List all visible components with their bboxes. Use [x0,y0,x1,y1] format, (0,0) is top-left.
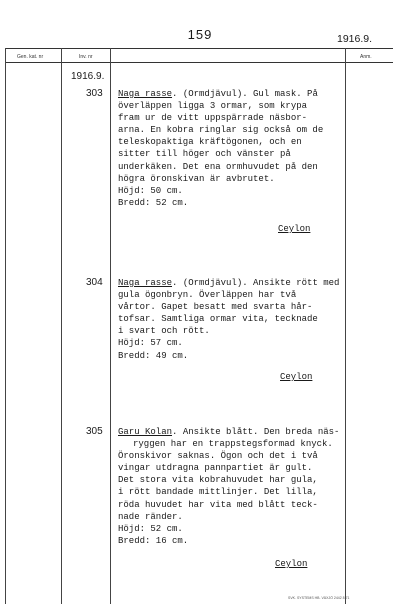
header-year: 1916.9. [337,33,373,45]
place-of-origin: Ceylon [275,559,308,569]
entry-line: högra öronskivan är avbrutet. [118,173,275,184]
entry-line: sitter till höger och vänster på [118,149,291,160]
entry-line: Höjd: 52 cm. [118,523,183,534]
entry-year: 1916.9. [71,71,105,82]
catalog-entry [118,277,348,362]
entry-line: arna. En kobra ringlar sig också om de [118,125,324,136]
entry-line: Bredd: 16 cm. [118,535,189,546]
column-header-gen-kat: Gen. kat. nr [17,54,44,60]
entry-line: . (Ormdjävul). Gul mask. På [172,89,318,99]
entry-line: . (Ormdjävul). Ansikte rött med [172,278,340,288]
object-name: Garu Kolan [118,427,173,437]
inventory-number: 303 [86,88,103,99]
catalog-entry [118,88,348,209]
entry-line: Öronskivor saknas. Ögon och det i två [118,451,318,462]
entry-line: fram ur de vitt uppspärrade näsbor- [118,113,308,124]
entry-line: röda huvudet har vita med blått teck- [118,499,318,510]
inventory-number: 304 [86,277,103,288]
object-name: Naga rasse [118,89,173,99]
entry-line: Det stora vita kobrahuvudet har gula, [118,475,318,486]
left-border [5,48,6,604]
entry-line: Höjd: 57 cm. [118,338,183,349]
entry-line: teleskopaktiga kräftögonen, och en [118,137,302,148]
entry-line: tofsar. Samtliga ormar vita, tecknade [118,314,318,325]
column-header-inv: Inv. nr [79,54,93,60]
header-bottom-rule [5,62,393,63]
header-top-rule [5,48,393,49]
place-of-origin: Ceylon [280,372,313,382]
entry-line: Bredd: 52 cm. [118,197,189,208]
entry-line: ryggen har en trappstegsformad knyck. [133,439,333,450]
column-divider-1 [61,48,62,604]
printer-stamp: SVK. SYSTEMS HB. VÄXJÖ 2442 8 71 [288,596,350,600]
object-name: Naga rasse [118,278,173,288]
entry-line: i rött bandade mittlinjer. Det lilla, [118,487,318,498]
entry-line: nade ränder. [118,511,183,522]
entry-line: vingar utdragna pannpartiet är gult. [118,463,313,474]
catalog-entry [118,426,348,547]
inventory-number: 305 [86,426,103,437]
column-divider-2 [110,48,111,604]
page-number: 159 [187,27,213,42]
entry-line: . Ansikte blått. Den breda näs- [172,427,340,437]
entry-line: överläppen ligga 3 ormar, som krypa [118,101,308,112]
entry-line: underkäken. Det ena ormhuvudet på den [118,161,318,172]
entry-line: Höjd: 50 cm. [118,185,183,196]
entry-line: Bredd: 49 cm. [118,350,189,361]
place-of-origin: Ceylon [278,224,311,234]
entry-line: vårtor. Gapet besatt med svarta hår- [118,302,313,313]
entry-line: i svart och rött. [118,326,210,337]
column-header-anm: Anm. [360,54,372,60]
entry-line: gula ögonbryn. Överläppen har två [118,290,297,301]
